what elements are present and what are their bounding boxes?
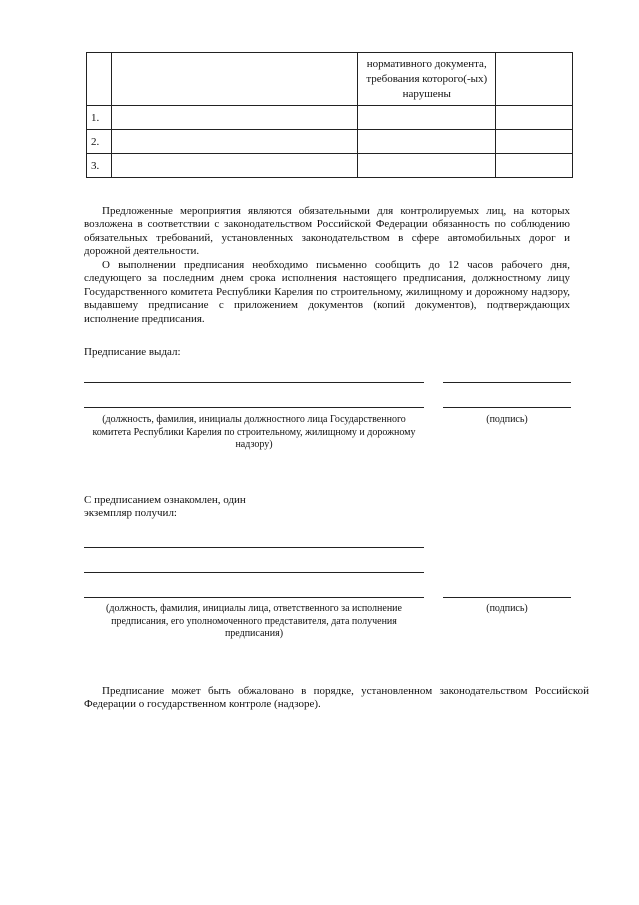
issued-label: Предписание выдал:	[84, 346, 181, 358]
issuer-sign-line	[443, 407, 571, 408]
recipient-line	[84, 572, 424, 573]
issuer-signature-line	[443, 382, 571, 383]
row-number: 2.	[87, 130, 112, 154]
recipient-caption: (должность, фамилия, инициалы лица, ответственного за исполнение предписания, его уполномоченного представителя, дата получения предписания)	[106, 603, 402, 639]
issuer-signature-caption: (подпись)	[486, 414, 528, 425]
recipient-line	[84, 547, 424, 548]
table-row	[87, 154, 573, 178]
table-cell	[111, 130, 357, 154]
recipient-signature-caption: (подпись)	[486, 603, 528, 614]
issuer-name-line	[84, 407, 424, 408]
table-header-cell-deadline	[496, 53, 573, 106]
issuer-signature-line	[84, 382, 424, 383]
violations-table	[86, 52, 573, 178]
table-header-cell-regulation: нормативного документа, требования которого(-ых) нарушены	[358, 53, 496, 106]
recipient-name-line	[84, 597, 424, 598]
row-number: 1.	[87, 106, 112, 130]
notify-paragraph: О выполнении предписания необходимо письменно сообщить до 12 часов рабочего дня, следующего за последним днем срока исполнения настоящего предписания, должностному лицу Государственного комитета Республики Карелия по строительному, жилищному и дорожному надзору, выдавшему предписание с приложением документов (копий документов), подтверждающих исполнение предписания.	[84, 259, 570, 325]
table-cell	[496, 106, 573, 130]
table-cell	[111, 154, 357, 178]
table-header-cell-violation	[111, 53, 357, 106]
table-cell	[358, 106, 496, 130]
table-cell	[496, 154, 573, 178]
row-number: 3.	[87, 154, 112, 178]
table-cell	[111, 106, 357, 130]
acknowledged-label: С предписанием ознакомлен, один экземпляр получил:	[84, 494, 246, 520]
table-header-cell-number	[87, 53, 112, 106]
table-cell	[496, 130, 573, 154]
appeal-paragraph: Предписание может быть обжаловано в порядке, установленном законодательством Российской Федерации о государственном контроле (надзоре).	[84, 685, 589, 711]
table-row	[87, 130, 573, 154]
table-cell	[358, 154, 496, 178]
issuer-caption: (должность, фамилия, инициалы должностного лица Государственного комитета Республики Карелия по строительному, жилищному и дорожному надзору)	[92, 414, 416, 450]
recipient-sign-line	[443, 597, 571, 598]
table-header-row	[87, 53, 573, 106]
table-row	[87, 106, 573, 130]
mandatory-paragraph: Предложенные мероприятия являются обязательными для контролируемых лиц, на которых возложена в соответствии с законодательством Российской Федерации обязанность по соблюдению обязательных требований, установленных законодательством в сфере автомобильных дорог и дорожной деятельности.	[84, 205, 570, 258]
table-cell	[358, 130, 496, 154]
